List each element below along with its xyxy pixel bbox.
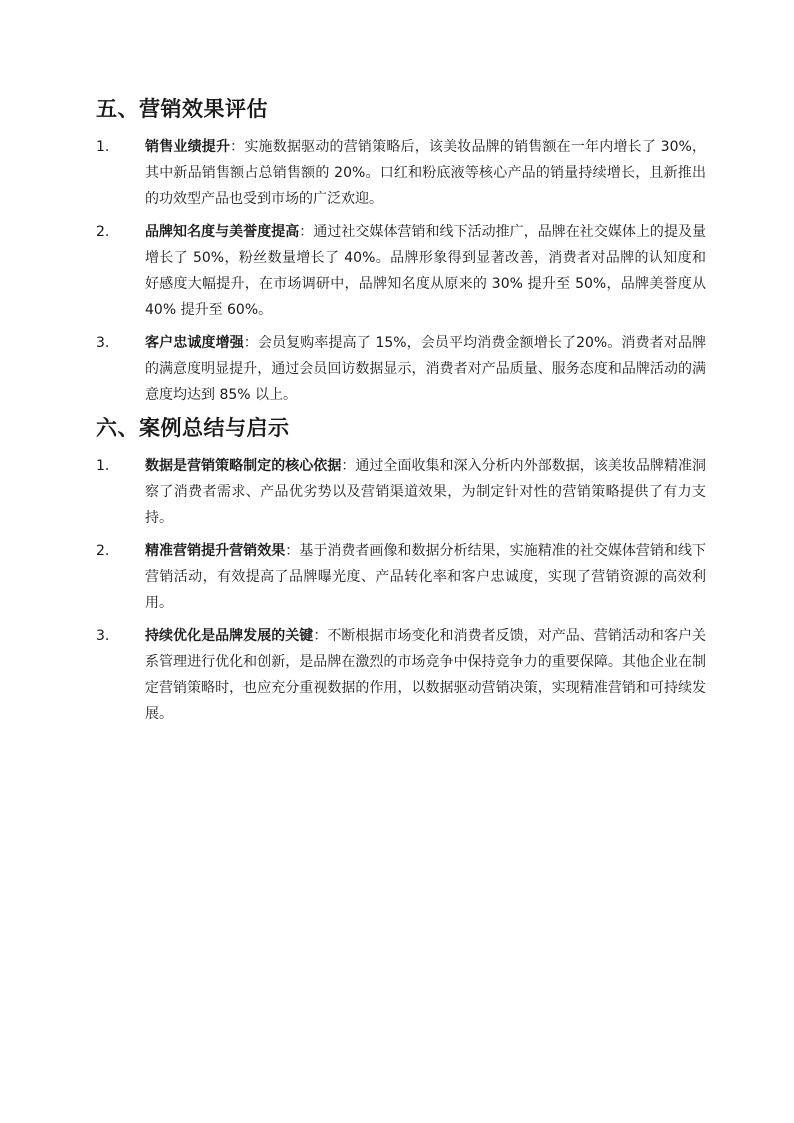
item-title: 持续优化是品牌发展的关键 xyxy=(145,628,314,644)
item-title: 精准营销提升营销效果 xyxy=(145,543,286,559)
list-item xyxy=(96,219,706,323)
section-title: 五、营销效果评估 xyxy=(96,97,268,121)
list-item xyxy=(96,453,706,531)
list-item xyxy=(96,330,706,408)
list-number: 3. xyxy=(96,628,110,644)
list-item xyxy=(96,134,706,212)
item-text: ：不断根据市场变化和消费者反馈，对产品、营销活动和客户关系管理进行优化和创新，是品牌在激烈的市场竞争中保持竞争力的重要保障。其他企业在制定营销策略时，也应充分重视数据的作用，以数据驱动营销决策，实现精准营销和可持续发展。 xyxy=(145,628,707,722)
numbered-list xyxy=(96,134,706,408)
list-number: 1. xyxy=(96,139,110,155)
list-item xyxy=(96,538,706,616)
list-number: 1. xyxy=(96,458,110,474)
item-title: 数据是营销策略制定的核心依据 xyxy=(145,458,342,474)
item-text: ：实施数据驱动的营销策略后，该美妆品牌的销售额在一年内增长了 30%，其中新品销售额占总销售额的 20%。口红和粉底液等核心产品的销量持续增长，且新推出的功效型产品也受到市场的广泛欢迎。 xyxy=(145,139,706,207)
item-title: 客户忠诚度增强 xyxy=(145,335,244,351)
item-title: 品牌知名度与美誉度提高 xyxy=(145,224,300,240)
item-text: ：通过全面收集和深入分析内外部数据，该美妆品牌精准洞察了消费者需求、产品优劣势以及营销渠道效果，为制定针对性的营销策略提供了有力支持。 xyxy=(145,458,706,526)
item-text: ：基于消费者画像和数据分析结果，实施精准的社交媒体营销和线下营销活动，有效提高了品牌曝光度、产品转化率和客户忠诚度，实现了营销资源的高效利用。 xyxy=(145,543,707,611)
list-number: 2. xyxy=(96,543,110,559)
list-number: 2. xyxy=(96,224,110,240)
section-marketing-evaluation xyxy=(96,94,706,415)
list-number: 3. xyxy=(96,335,110,351)
section-title: 六、案例总结与启示 xyxy=(96,416,290,440)
section-case-summary xyxy=(96,413,706,734)
numbered-list xyxy=(96,453,706,727)
list-item xyxy=(96,623,706,727)
item-text: ：会员复购率提高了 15%，会员平均消费金额增长了20%。消费者对品牌的满意度明显提升，通过会员回访数据显示，消费者对产品质量、服务态度和品牌活动的满意度均达到 85% 以上。 xyxy=(145,335,707,403)
item-title: 销售业绩提升 xyxy=(145,139,231,155)
item-text: ：通过社交媒体营销和线下活动推广，品牌在社交媒体上的提及量增长了 50%，粉丝数量增长了 40%。品牌形象得到显著改善，消费者对品牌的认知度和好感度大幅提升，在市场调研中，品牌知名度从原来的 30% 提升至 50%，品牌美誉度从 40% 提升至 60%。 xyxy=(145,224,707,318)
